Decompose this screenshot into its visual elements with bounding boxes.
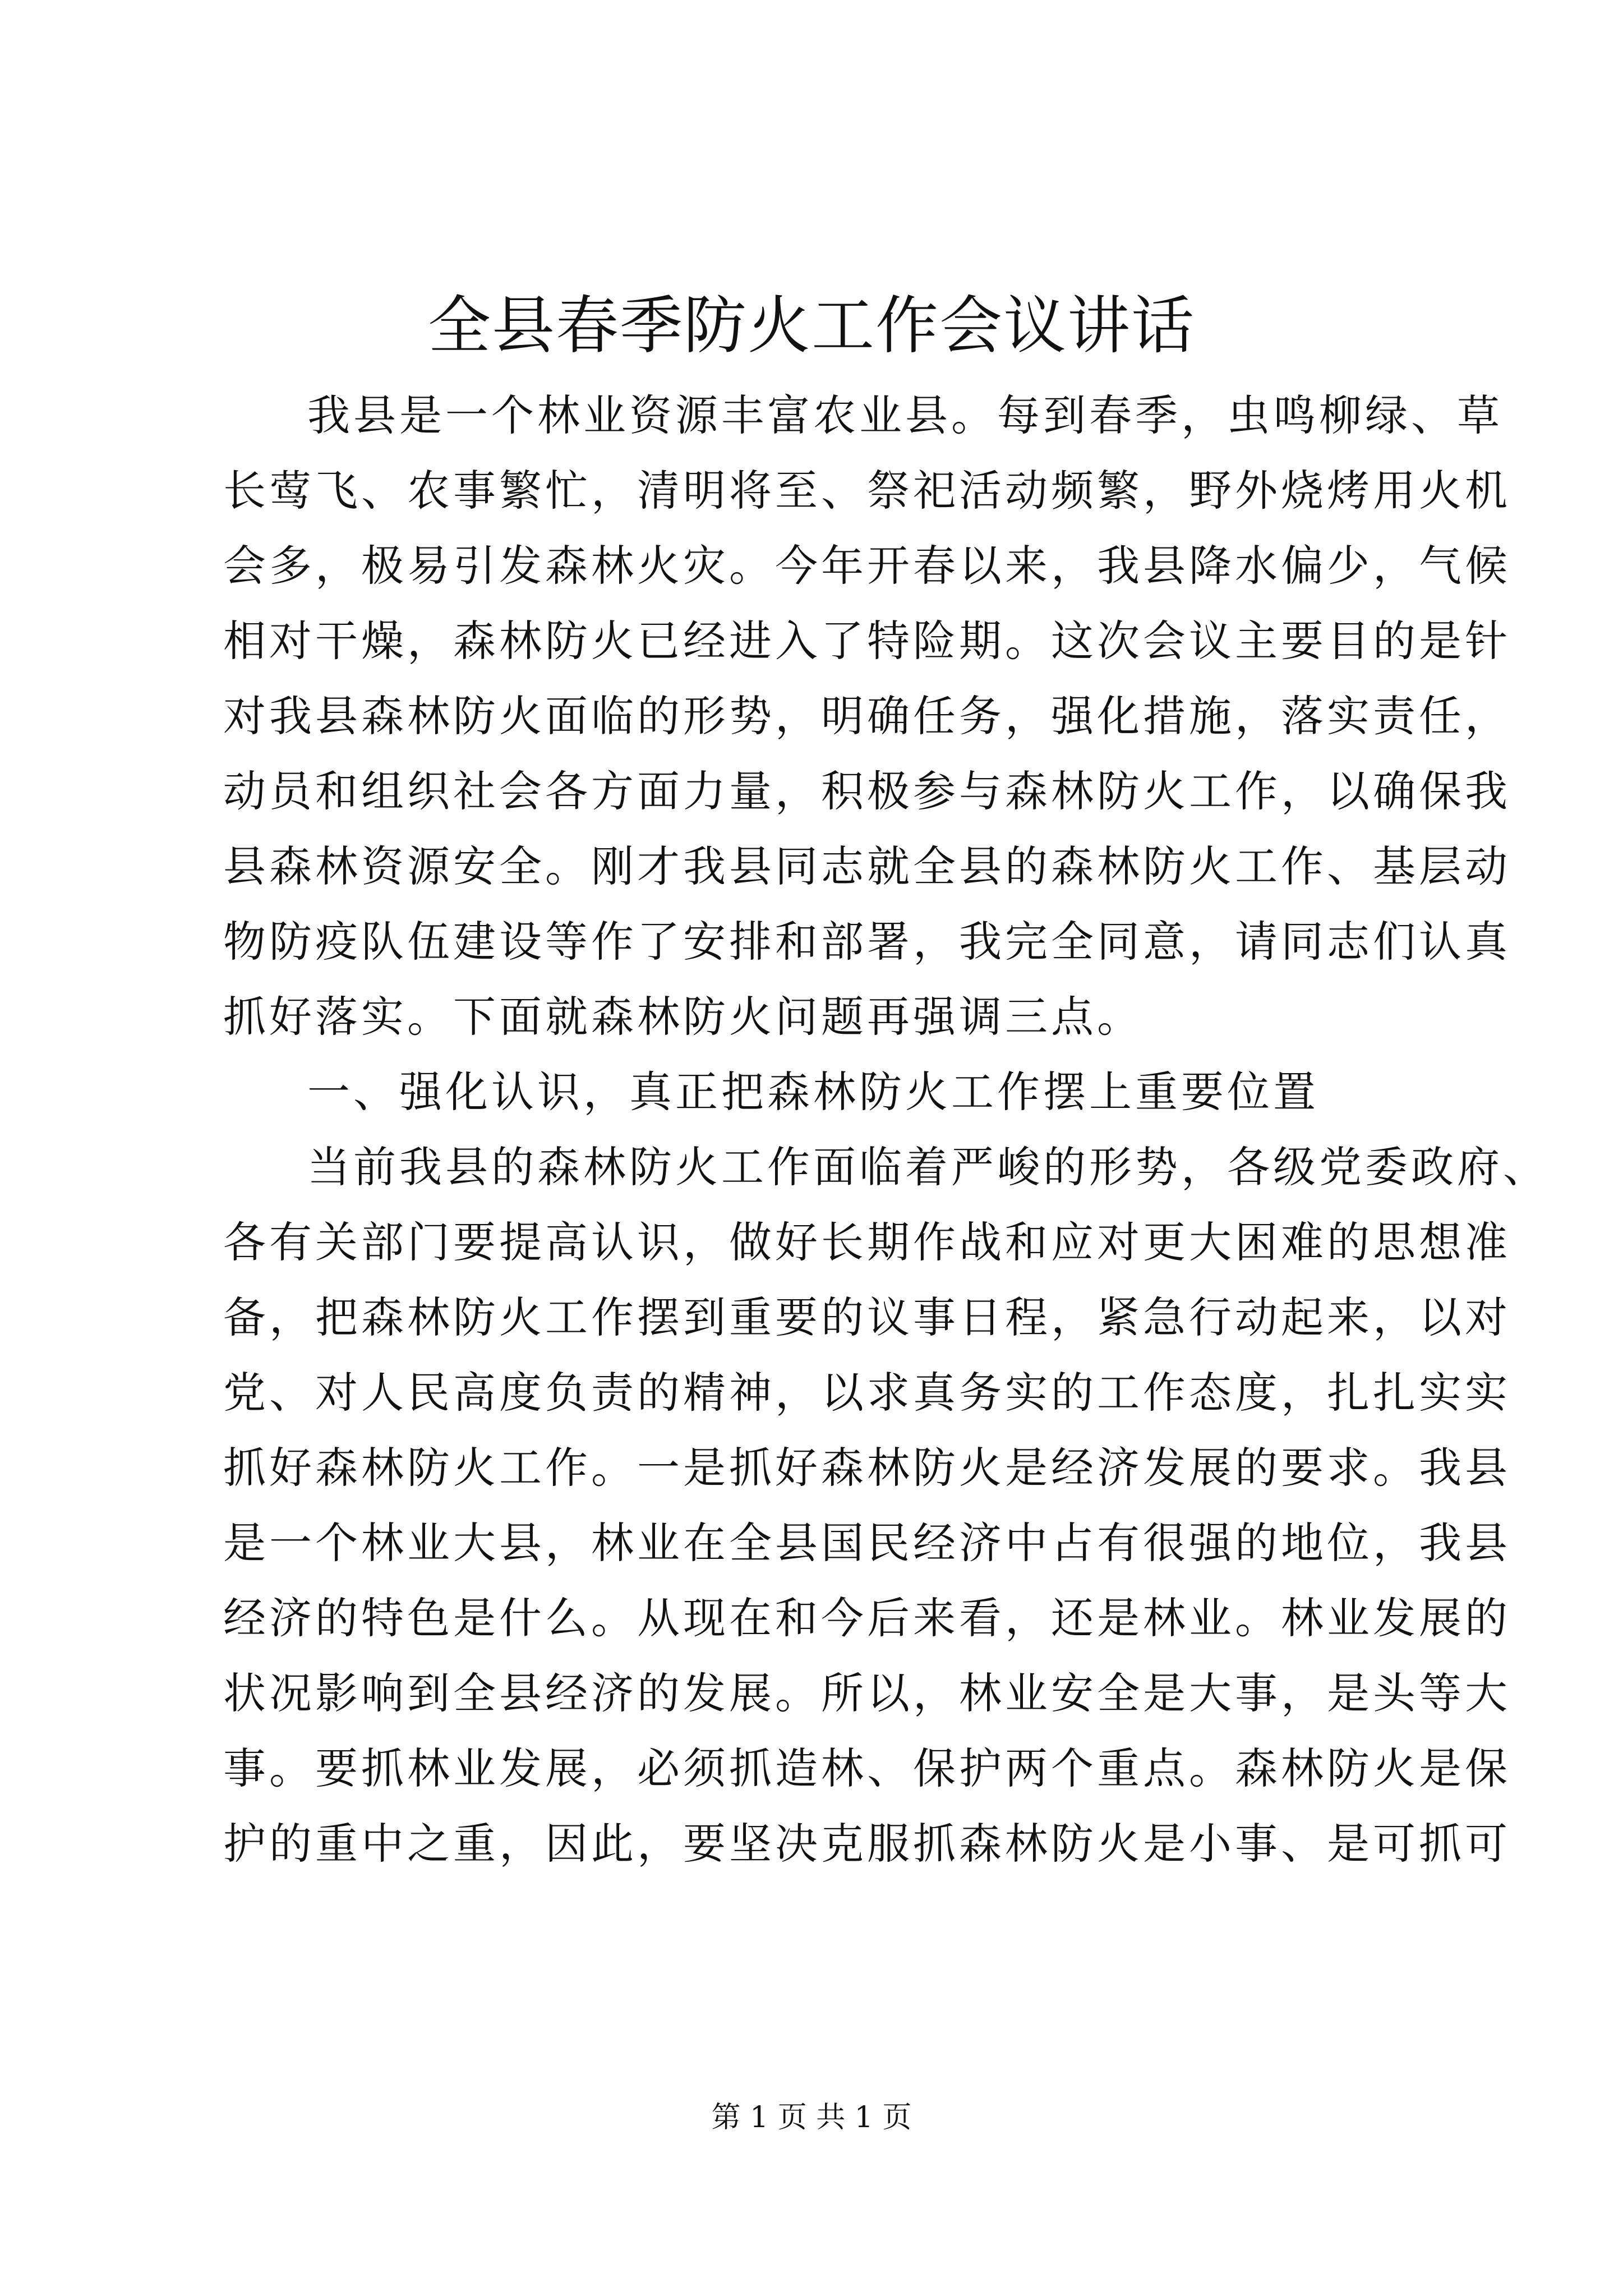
paragraph-2-line-4: 党、对人民高度负责的精神，以求真务实的工作态度，扎扎实实 bbox=[223, 1368, 1511, 1418]
paragraph-1-line-8: 物防疫队伍建设等作了安排和部署，我完全同意，请同志们认真 bbox=[223, 917, 1511, 967]
section-heading-1: 一、强化认识，真正把森林防火工作摆上重要位置 bbox=[307, 1067, 1319, 1117]
paragraph-2-line-1: 当前我县的森林防火工作面临着严峻的形势，各级党委政府、 bbox=[307, 1142, 1549, 1192]
paragraph-2-line-2: 各有关部门要提高认识，做好长期作战和应对更大困难的思想准 bbox=[223, 1217, 1511, 1267]
paragraph-1-line-9: 抓好落实。下面就森林防火问题再强调三点。 bbox=[223, 992, 1143, 1042]
paragraph-1-line-7: 县森林资源安全。刚才我县同志就全县的森林防火工作、基层动 bbox=[223, 841, 1511, 891]
paragraph-2-line-10: 护的重中之重，因此，要坚决克服抓森林防火是小事、是可抓可 bbox=[223, 1819, 1511, 1869]
paragraph-1-line-4: 相对干燥，森林防火已经进入了特险期。这次会议主要目的是针 bbox=[223, 616, 1511, 666]
paragraph-2-line-5: 抓好森林防火工作。一是抓好森林防火是经济发展的要求。我县 bbox=[223, 1443, 1511, 1493]
paragraph-2-line-6: 是一个林业大县，林业在全县国民经济中占有很强的地位，我县 bbox=[223, 1518, 1511, 1568]
paragraph-1-line-1: 我县是一个林业资源丰富农业县。每到春季，虫鸣柳绿、草 bbox=[307, 390, 1503, 440]
paragraph-1-line-3: 会多，极易引发森林火灾。今年开春以来，我县降水偏少，气候 bbox=[223, 541, 1511, 591]
paragraph-2-line-8: 状况影响到全县经济的发展。所以，林业安全是大事，是头等大 bbox=[223, 1668, 1511, 1718]
paragraph-2-line-3: 备，把森林防火工作摆到重要的议事日程，紧急行动起来，以对 bbox=[223, 1292, 1511, 1342]
paragraph-2-line-9: 事。要抓林业发展，必须抓造林、保护两个重点。森林防火是保 bbox=[223, 1743, 1511, 1793]
paragraph-1-line-2: 长莺飞、农事繁忙，清明将至、祭祀活动频繁，野外烧烤用火机 bbox=[223, 466, 1511, 516]
paragraph-1-line-5: 对我县森林防火面临的形势，明确任务，强化措施，落实责任， bbox=[223, 691, 1511, 741]
page-footer: 第 1 页 共 1 页 bbox=[711, 2101, 912, 2134]
document-title: 全县春季防火工作会议讲话 bbox=[428, 289, 1195, 362]
paragraph-1-line-6: 动员和组织社会各方面力量，积极参与森林防火工作，以确保我 bbox=[223, 766, 1511, 816]
paragraph-2-line-7: 经济的特色是什么。从现在和今后来看，还是林业。林业发展的 bbox=[223, 1593, 1511, 1643]
